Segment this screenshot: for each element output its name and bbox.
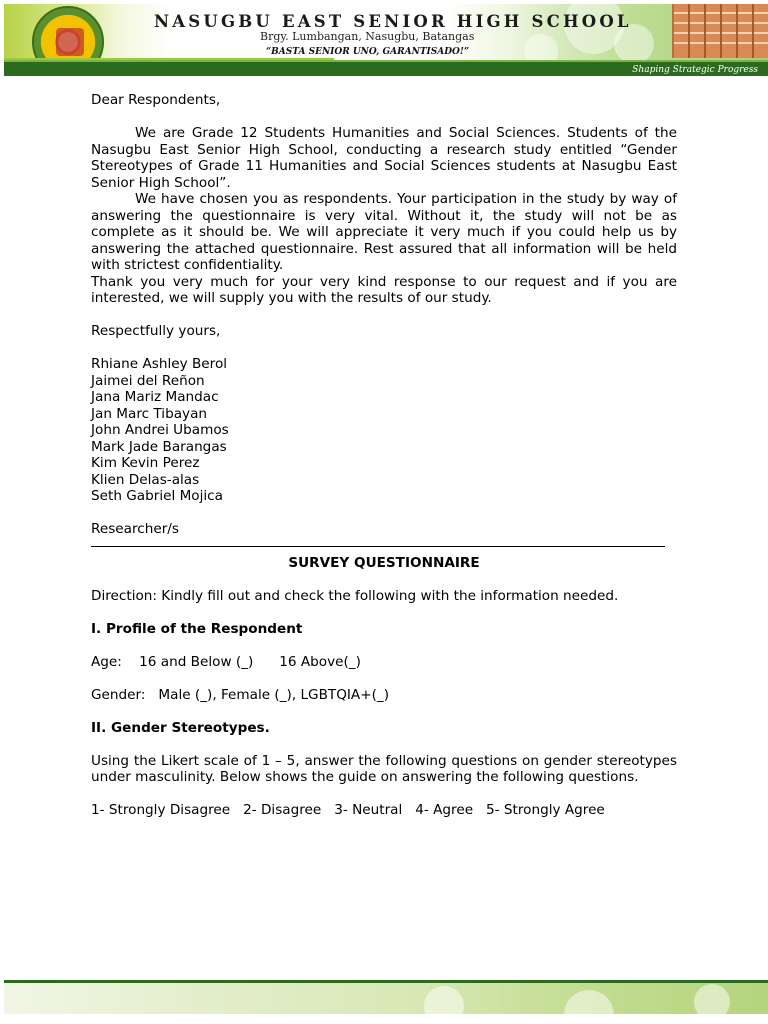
researcher-name: Seth Gabriel Mojica — [91, 488, 223, 504]
school-building-image — [672, 4, 768, 58]
letter-paragraph-1: We are Grade 12 Students Humanities and Social Sciences. Students of the Nasugbu East Senior High School, conducting a research study entitled “Gender Stereotypes of Grade 11 Humanities and Social Sciences students at Nasugbu East Senior High School”. — [91, 125, 677, 191]
school-name: NASUGBU EAST SENIOR HIGH SCHOOL — [154, 12, 632, 31]
researcher-name: Klien Delas-alas — [91, 471, 200, 488]
school-address: Brgy. Lumbangan, Nasugbu, Batangas — [260, 30, 475, 43]
header-banner — [4, 4, 768, 76]
survey-direction: Direction: Kindly fill out and check the following with the information needed. — [91, 587, 619, 604]
decorative-bokeh — [694, 984, 730, 1014]
researcher-name: Mark Jade Barangas — [91, 438, 227, 455]
researcher-name: Kim Kevin Perez — [91, 455, 200, 471]
researcher-name: Jan Marc Tibayan — [91, 405, 208, 422]
document-body — [91, 92, 677, 819]
school-slogan: Shaping Strategic Progress — [632, 65, 758, 75]
researcher-name: John Andrei Ubamos — [91, 422, 229, 438]
section-divider — [91, 546, 665, 547]
seal-emblem-icon — [56, 28, 84, 56]
letter-paragraph-3: Thank you very much for your very kind response to our request and if you are interested, we will supply you with the results of our study. — [91, 273, 677, 306]
researcher-name: Rhiane Ashley Berol — [91, 356, 228, 372]
section-heading-profile: I. Profile of the Respondent — [91, 620, 303, 637]
researcher-name: Jana Mariz Mandac — [91, 389, 219, 405]
survey-title: SURVEY QUESTIONNAIRE — [288, 554, 480, 571]
decorative-bokeh — [564, 990, 614, 1014]
decorative-bokeh — [424, 986, 464, 1014]
closing: Respectfully yours, — [91, 323, 221, 339]
header-green-bar — [4, 60, 768, 76]
footer-banner — [4, 980, 768, 1014]
age-field: Age: 16 and Below (_) 16 Above(_) — [91, 653, 361, 670]
likert-instructions: Using the Likert scale of 1 – 5, answer the following questions on gender stereotypes under masculinity. Below shows the guide on answering the following questions. — [91, 752, 677, 785]
researcher-list — [91, 356, 677, 505]
salutation: Dear Respondents, — [91, 92, 221, 108]
letter-paragraph-2: We have chosen you as respondents. Your participation in the study by way of answering the questionnaire is very vital. Without it, the study will not be as complete as it should be. We will appreciate it very much if you could help us by answering the attached questionnaire. Rest assured that all information will be held with strictest confidentiality. — [91, 191, 677, 273]
school-motto: “BASTA SENIOR UNO, GARANTISADO!” — [266, 47, 470, 57]
gender-field: Gender: Male (_), Female (_), LGBTQIA+(_) — [91, 686, 390, 703]
researcher-label: Researcher/s — [91, 521, 179, 537]
researcher-name: Jaimei del Reñon — [91, 372, 205, 389]
section-heading-stereotypes: II. Gender Stereotypes. — [91, 719, 270, 736]
footer-green-line — [4, 980, 768, 983]
likert-scale-guide: 1- Strongly Disagree 2- Disagree 3- Neutral 4- Agree 5- Strongly Agree — [91, 802, 605, 818]
